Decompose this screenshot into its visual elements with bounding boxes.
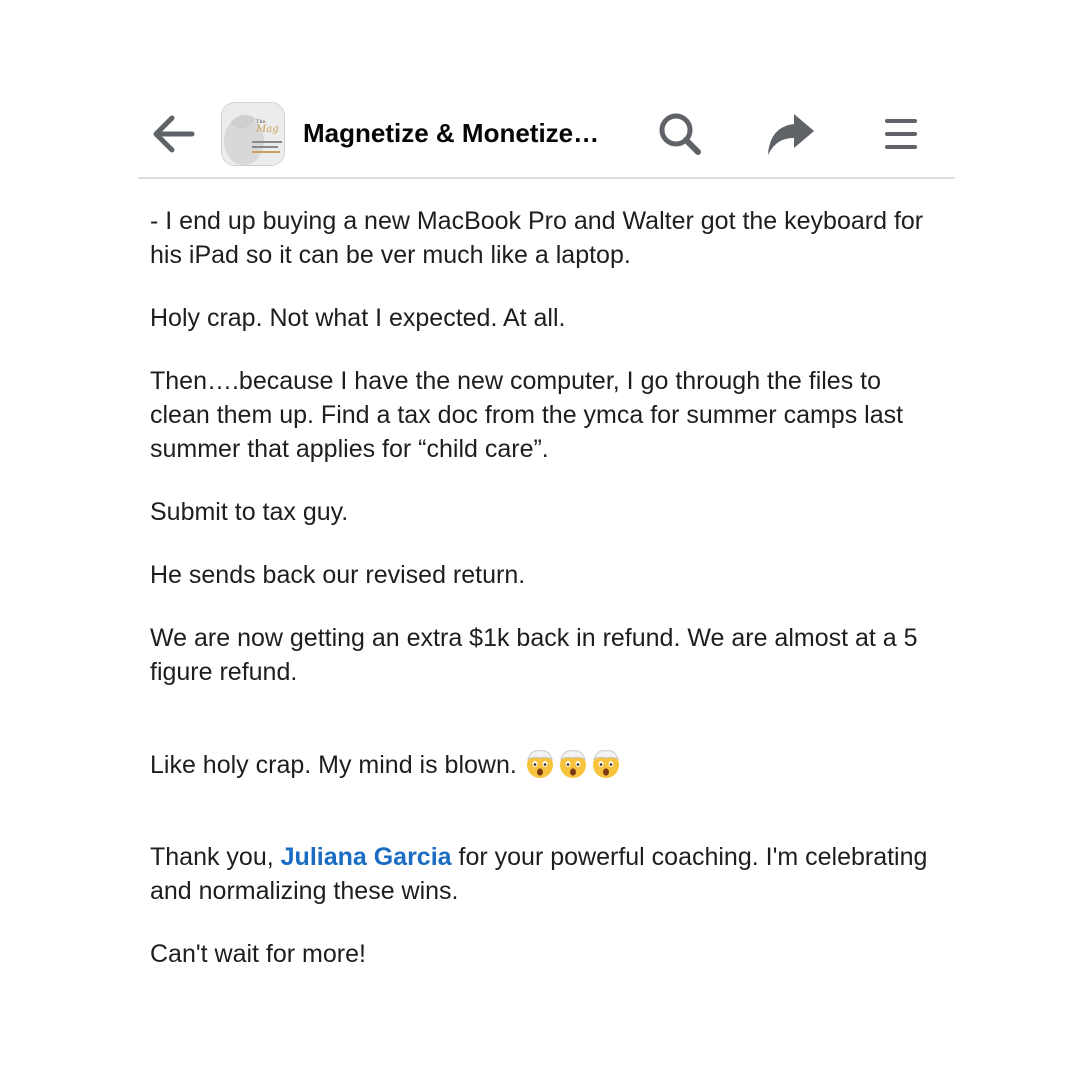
post-paragraph: We are now getting an extra $1k back in refund. We are almost at a 5 figure refund. [150, 624, 918, 686]
post-text: Like holy crap. My mind is blown. [150, 751, 517, 779]
group-title[interactable]: Magnetize & Monetize… [303, 118, 600, 148]
post-paragraph-thanks [150, 840, 940, 908]
post-paragraph: Can't wait for more! [150, 940, 366, 968]
post-text: Thank you, [150, 843, 281, 871]
search-icon[interactable] [655, 109, 705, 159]
post-paragraph: Then….because I have the new computer, I go through the files to clean them up. Find a tax doc from the ymca for summer camps last summer that applies for “child care”. [150, 367, 904, 463]
post-paragraph: He sends back our revised return. [150, 561, 526, 589]
share-icon[interactable] [763, 107, 819, 161]
post-paragraph-mind-blown [150, 747, 940, 782]
svg-text:The: The [256, 119, 266, 125]
exploding-head-emoji-icon [557, 751, 590, 779]
mention-link[interactable]: Juliana Garcia [280, 843, 452, 871]
exploding-head-emoji-icon [590, 751, 623, 779]
post-text: for your powerful coaching. I'm celebrating and normalizing these wins. [150, 843, 928, 905]
post-body [150, 204, 940, 1000]
exploding-head-emoji-icon [524, 751, 557, 779]
post-paragraph: - I end up buying a new MacBook Pro and Walter got the keyboard for his iPad so it can be ver much like a laptop. [150, 207, 924, 269]
post-paragraph: Submit to tax guy. [150, 498, 349, 526]
back-arrow-icon[interactable] [148, 109, 198, 159]
post-paragraph: Holy crap. Not what I expected. At all. [150, 304, 566, 332]
group-header [138, 95, 955, 179]
group-avatar[interactable] [221, 102, 285, 166]
hamburger-menu-icon[interactable] [876, 109, 926, 159]
svg-text:Mag: Mag [256, 124, 279, 135]
